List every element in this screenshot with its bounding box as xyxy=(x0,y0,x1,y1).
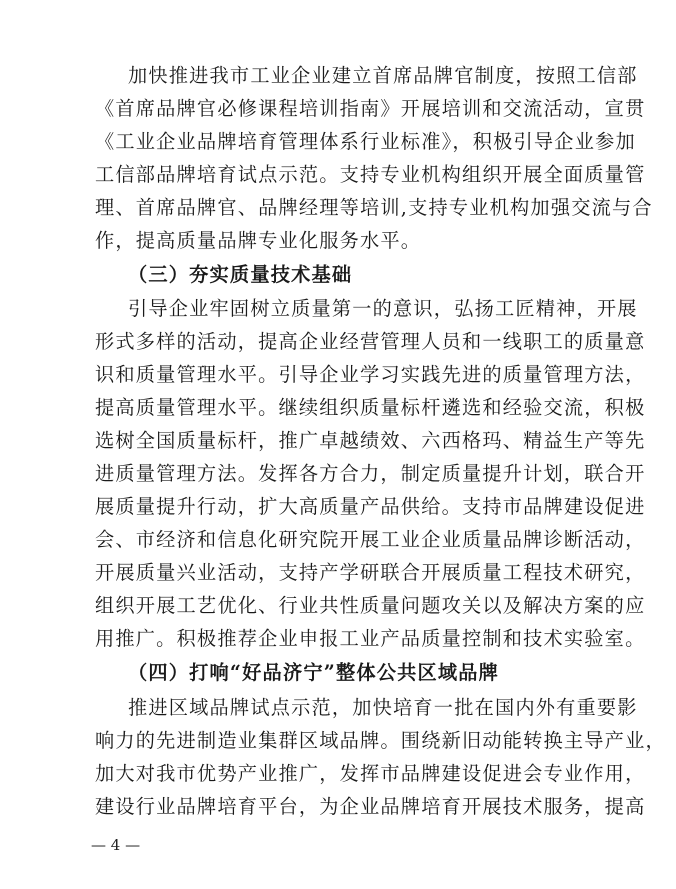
paragraph-line: 加快推进我市工业企业建立首席品牌官制度，按照工信部 xyxy=(128,64,638,87)
paragraph-line: 响力的先进制造业集群区域品牌。围绕新旧动能转换主导产业， xyxy=(95,729,666,752)
paragraph-line: 建设行业品牌培育平台，为企业品牌培育开展技术服务，提高 xyxy=(95,795,646,818)
section-heading: （四）打响“好品济宁”整体公共区域品牌 xyxy=(128,661,500,684)
paragraph-line: 推进区域品牌试点示范，加快培育一批在国内外有重要影 xyxy=(128,696,638,719)
paragraph-line: 作，提高质量品牌专业化服务水平。 xyxy=(95,229,422,252)
paragraph-line: 用推广。积极推荐企业申报工业产品质量控制和技术实验室。 xyxy=(95,627,646,650)
paragraph-line: 《工业企业品牌培育管理体系行业标准》，积极引导企业参加 xyxy=(95,130,636,153)
paragraph-line: 理、首席品牌官、品牌经理等培训,支持专业机构加强交流与合 xyxy=(95,196,653,219)
paragraph-line: 展质量提升行动，扩大高质量产品供给。支持市品牌建设促进 xyxy=(95,495,646,518)
paragraph-line: 形式多样的活动，提高企业经营管理人员和一线职工的质量意 xyxy=(95,330,646,353)
paragraph-line: 《首席品牌官必修课程培训指南》开展培训和交流活动，宣贯 xyxy=(95,97,646,120)
section-heading: （三）夯实质量技术基础 xyxy=(128,263,353,286)
page-number: — 4 — xyxy=(91,836,141,854)
paragraph-line: 开展质量兴业活动，支持产学研联合开展质量工程技术研究， xyxy=(95,561,646,584)
paragraph-line: 提高质量管理水平。继续组织质量标杆遴选和经验交流，积极 xyxy=(95,396,646,419)
paragraph-line: 会、市经济和信息化研究院开展工业企业质量品牌诊断活动， xyxy=(95,528,646,551)
paragraph-line: 引导企业牢固树立质量第一的意识，弘扬工匠精神，开展 xyxy=(128,297,638,320)
paragraph-line: 组织开展工艺优化、行业共性质量问题攻关以及解决方案的应 xyxy=(95,594,646,617)
paragraph-line: 工信部品牌培育试点示范。支持专业机构组织开展全面质量管 xyxy=(95,163,646,186)
paragraph-line: 加大对我市优势产业推广，发挥市品牌建设促进会专业作用， xyxy=(95,762,646,785)
paragraph-line: 识和质量管理水平。引导企业学习实践先进的质量管理方法， xyxy=(95,363,646,386)
paragraph-line: 选树全国质量标杆，推广卓越绩效、六西格玛、精益生产等先 xyxy=(95,429,646,452)
paragraph-line: 进质量管理方法。发挥各方合力，制定质量提升计划，联合开 xyxy=(95,462,646,485)
